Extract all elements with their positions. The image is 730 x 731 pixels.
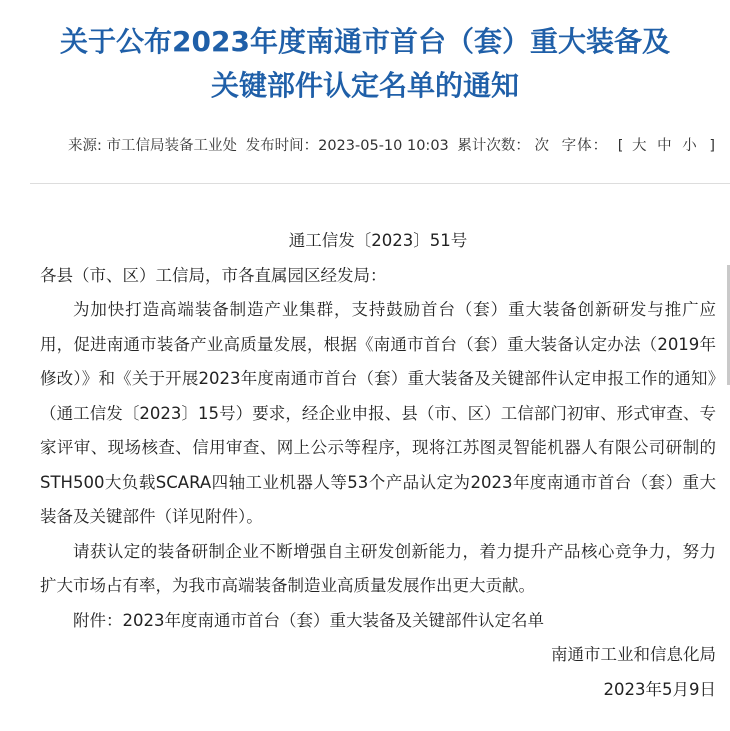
font-size-close-bracket: ] bbox=[709, 138, 716, 154]
font-size-control bbox=[558, 138, 716, 154]
signature: 南通市工业和信息化局 bbox=[551, 645, 716, 664]
body-paragraph: 请获认定的装备研制企业不断增强自主研发创新能力，着力提升产品核心竞争力，努力扩大市场占有率，为我市高端装备制造业高质量发展作出更大贡献。 bbox=[40, 541, 716, 595]
addressee: 各县（市、区）工信局，市各直属园区经发局： bbox=[40, 265, 387, 285]
source-text: 来源: 市工信局装备工业处 bbox=[68, 138, 237, 154]
view-count: 累计次数： 次 bbox=[457, 138, 549, 154]
article-body bbox=[40, 224, 716, 707]
body-paragraph: 为加快打造高端装备制造产业集群，支持鼓励首台（套）重大装备创新研发与推广应用，促进南通市装备产业高质量发展，根据《南通市首台（套）重大装备认定办法（2019年修改）》和《关于开展2023年度南通市首台（套）重大装备及关键部件认定申报工作的通知》（通工信发〔2023〕15号）要求，经企业申报、县（市、区）工信部门初审、形式审查、专家评审、现场核查、信用审查、网上公示等程序，现将江苏图灵智能机器人有限公司研制的STH500大负载SCARA四轴工业机器人等53个产品认定为2023年度南通市首台（套）重大装备及关键部件（详见附件）。 bbox=[40, 300, 716, 526]
title-line-2: 关键部件认定名单的通知 bbox=[210, 69, 519, 102]
font-size-open-bracket: [ bbox=[617, 138, 625, 154]
font-size-label: 字体： bbox=[561, 138, 609, 154]
attachment-line: 附件：2023年度南通市首台（套）重大装备及关键部件认定名单 bbox=[73, 610, 544, 630]
publish-time: 发布时间：2023-05-10 10:03 bbox=[245, 138, 449, 154]
title-line-1: 关于公布2023年度南通市首台（套）重大装备及 bbox=[60, 25, 670, 58]
font-medium-button[interactable]: 中 bbox=[657, 138, 673, 154]
article-title bbox=[0, 20, 730, 108]
font-small-button[interactable]: 小 bbox=[682, 138, 698, 154]
document-number: 通工信发〔2023〕51号 bbox=[288, 231, 468, 250]
article-meta bbox=[0, 134, 716, 155]
issue-date: 2023年5月9日 bbox=[603, 679, 716, 699]
header-divider bbox=[30, 183, 730, 184]
font-large-button[interactable]: 大 bbox=[632, 138, 648, 154]
